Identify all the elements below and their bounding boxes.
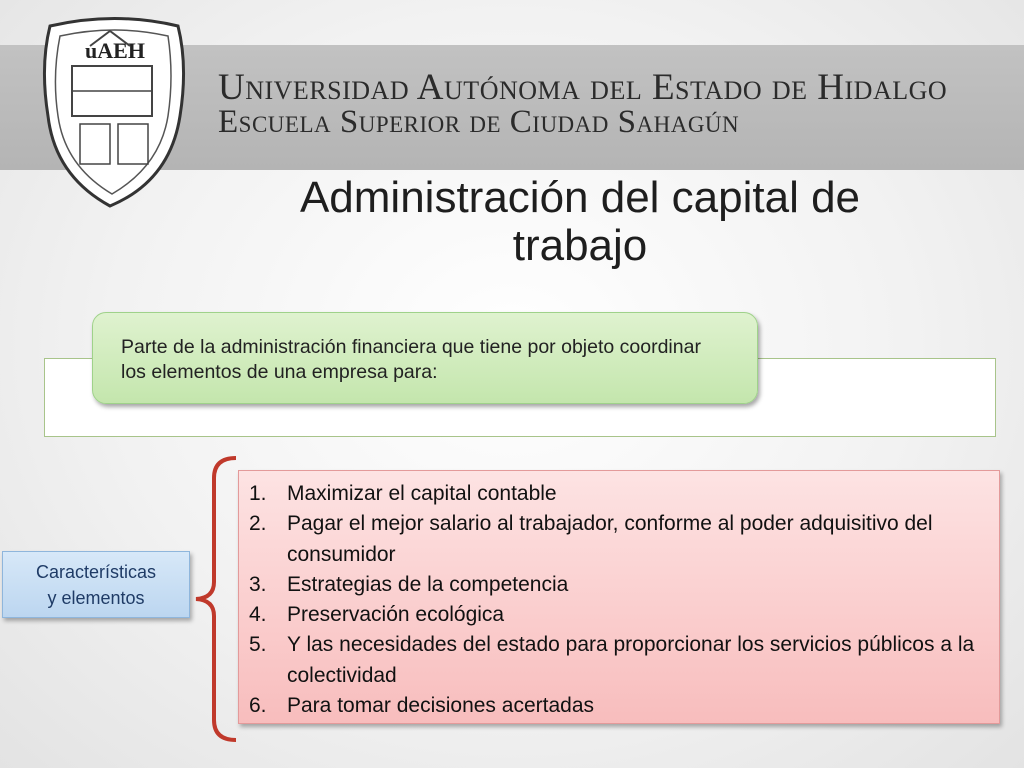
definition-text: Parte de la administración financiera que tiene por objeto coordinar los elementos de una empresa para: bbox=[121, 336, 701, 383]
characteristics-list bbox=[249, 479, 985, 721]
characteristics-label: Características y elementos bbox=[35, 561, 157, 608]
list-item: 1. Maximizar el capital contable bbox=[249, 482, 557, 505]
left-brace-icon bbox=[190, 454, 238, 744]
university-name: Universidad Autónoma del Estado de Hidalgo bbox=[218, 67, 948, 108]
list-item: 3. Estrategias de la competencia bbox=[249, 572, 569, 596]
definition-box bbox=[92, 312, 758, 404]
characteristics-label-box bbox=[2, 551, 190, 618]
list-item: 4. Preservación ecológica bbox=[249, 603, 505, 627]
list-item: 5. Y las necesidades del estado para proporcionar los servicios públicos a la colectividad bbox=[249, 633, 975, 687]
school-name: Escuela Superior de Ciudad Sahagún bbox=[218, 104, 740, 140]
seal-lettering: uAEH bbox=[85, 38, 145, 63]
slide-title: Administración del capital de trabajo bbox=[299, 173, 861, 270]
characteristics-list-box bbox=[238, 470, 1000, 724]
list-item: 6. Para tomar decisiones acertadas bbox=[249, 694, 594, 718]
list-item: 2. Pagar el mejor salario al trabajador, conforme al poder adquisitivo del consumidor bbox=[249, 512, 933, 566]
university-seal-logo bbox=[20, 6, 205, 216]
